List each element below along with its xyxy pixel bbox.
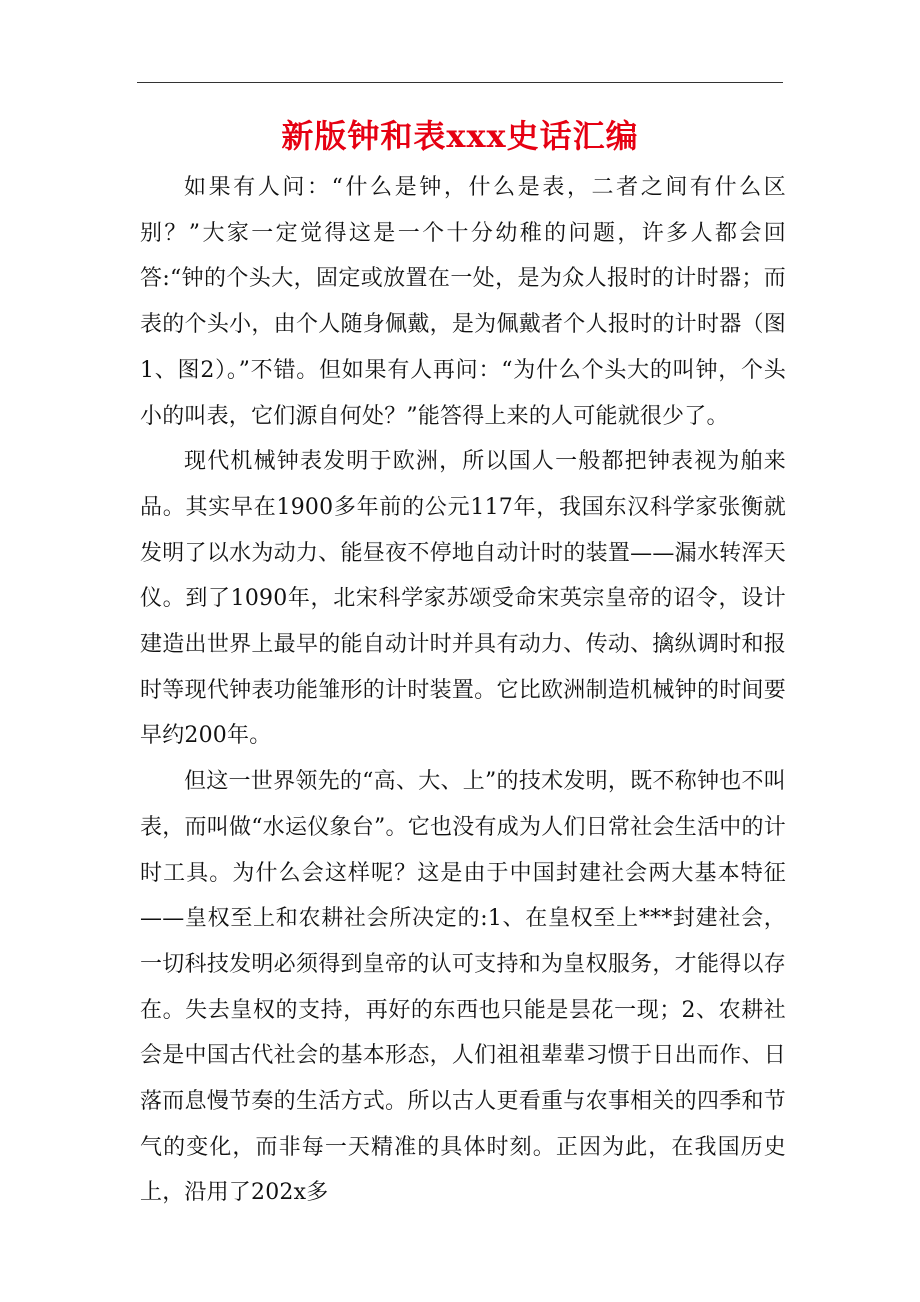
paragraph-2: 现代机械钟表发明于欧洲，所以国人一般都把钟表视为舶来品。其实早在1900多年前的公元117年，我国东汉科学家张衡就发明了以水为动力、能昼夜不停地自动计时的装置——漏水转浑天仪。到了1090年，北宋科学家苏颂受命宋英宗皇帝的诏令，设计建造出世界上最早的能自动计时并具有动力、传动、擒纵调时和报时等现代钟表功能雏形的计时装置。它比欧洲制造机械钟的时间要早约200年。 [140,449,786,749]
header-rule [137,82,783,83]
document-body [140,165,786,1216]
paragraph-3: 但这一世界领先的“高、大、上”的技术发明，既不称钟也不叫表，而叫做“水运仪象台”。它也没有成为人们日常社会生活中的计时工具。为什么会这样呢？这是由于中国封建社会两大基本特征——皇权至上和农耕社会所决定的:1、在皇权至上***封建社会，一切科技发明必须得到皇帝的认可支持和为皇权服务，才能得以存在。失去皇权的支持，再好的东西也只能是昙花一现；2、农耕社会是中国古代社会的基本形态，人们祖祖辈辈习惯于日出而作、日落而息慢节奏的生活方式。所以古人更看重与农事相关的四季和节气的变化，而非每一天精准的具体时刻。正因为此，在我国历史上，沿用了202x多 [140,769,786,1206]
document-title: 新版钟和表xxx史话汇编 [281,117,639,155]
paragraph-1: 如果有人问：“什么是钟，什么是表，二者之间有什么区别？”大家一定觉得这是一个十分幼稚的问题，许多人都会回答:“钟的个头大，固定或放置在一处，是为众人报时的计时器；而表的个头小，由个人随身佩戴，是为佩戴者个人报时的计时器（图1、图2）。”不错。但如果有人再问：“为什么个头大的叫钟，个头小的叫表，它们源自何处？”能答得上来的人可能就很少了。 [140,175,786,429]
